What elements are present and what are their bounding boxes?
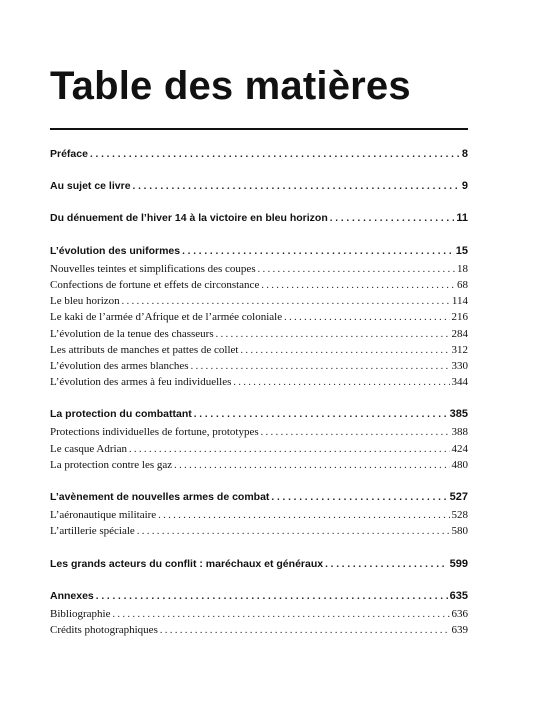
toc-entry-label: Au sujet ce livre [50, 180, 131, 193]
table-of-contents [50, 148, 468, 656]
toc-entry-label: Crédits photographiques [50, 624, 158, 637]
toc-entry-page: 388 [451, 426, 468, 439]
dot-leader [194, 409, 448, 420]
toc-entry-label: Du dénuement de l’hiver 14 à la victoire en bleu horizon [50, 212, 328, 225]
toc-entry-page: 480 [451, 458, 468, 471]
toc-entry [50, 295, 468, 311]
toc-section [50, 558, 468, 574]
toc-entry-label: L’évolution de la tenue des chasseurs [50, 327, 214, 340]
toc-entry-page: 18 [457, 262, 468, 275]
toc-entry-label: Bibliographie [50, 607, 111, 620]
toc-entry [50, 608, 468, 624]
dot-leader [191, 361, 450, 372]
toc-entry-label: Nouvelles teintes et simplifications des coupes [50, 262, 256, 275]
toc-entry [50, 509, 468, 525]
toc-entry-page: 216 [451, 311, 468, 324]
toc-entry-page: 330 [451, 359, 468, 372]
toc-entry-label: L’évolution des armes blanches [50, 359, 189, 372]
toc-entry-page: 284 [451, 327, 468, 340]
toc-entry-page: 639 [451, 624, 468, 637]
toc-entry [50, 525, 468, 541]
toc-section [50, 148, 468, 164]
dot-leader [174, 460, 449, 471]
toc-entry-page: 9 [461, 180, 468, 193]
toc-entry-page: 312 [451, 343, 468, 356]
toc-section [50, 245, 468, 393]
toc-section-heading [50, 180, 468, 196]
toc-entry [50, 263, 468, 279]
toc-section [50, 491, 468, 542]
toc-section-heading [50, 558, 468, 574]
toc-section-heading [50, 408, 468, 424]
toc-entry-page: 599 [449, 557, 468, 570]
toc-entry [50, 344, 468, 360]
toc-section [50, 590, 468, 641]
dot-leader [158, 510, 449, 521]
dot-leader [271, 492, 447, 503]
toc-entry [50, 360, 468, 376]
dot-leader [96, 591, 448, 602]
toc-entry-label: Protections individuelles de fortune, prototypes [50, 426, 259, 439]
toc-entry [50, 376, 468, 392]
dot-leader [258, 264, 455, 275]
toc-entry [50, 459, 468, 475]
toc-entry-page: 580 [451, 525, 468, 538]
title-rule [50, 128, 468, 130]
toc-entry-page: 8 [461, 148, 468, 160]
toc-entry [50, 311, 468, 327]
toc-section-heading [50, 212, 468, 228]
toc-entry-label: La protection du combattant [50, 408, 192, 421]
toc-entry-label: L’artillerie spéciale [50, 525, 135, 538]
toc-entry-page: 636 [451, 607, 468, 620]
toc-entry-label: Les attributs de manches et pattes de collet [50, 343, 239, 356]
dot-leader [233, 377, 449, 388]
toc-section [50, 212, 468, 228]
dot-leader [330, 213, 455, 224]
toc-entry-page: 114 [451, 295, 468, 308]
toc-entry-page: 528 [451, 509, 468, 522]
dot-leader [129, 444, 450, 455]
toc-entry-label: Préface [50, 148, 88, 160]
dot-leader [137, 526, 450, 537]
page-title: Table des matières [50, 64, 411, 108]
toc-section-heading [50, 148, 468, 164]
toc-entry-page: 68 [457, 278, 468, 291]
toc-section [50, 180, 468, 196]
toc-entry-label: L’évolution des armes à feu individuelles [50, 376, 232, 389]
toc-entry-page: 385 [449, 408, 468, 421]
toc-entry-label: Le kaki de l’armée d’Afrique et de l’armée coloniale [50, 311, 283, 324]
toc-entry-label: Annexes [50, 589, 94, 602]
toc-entry-page: 424 [451, 442, 468, 455]
toc-entry-label: L’aéronautique militaire [50, 509, 157, 522]
toc-entry-label: La protection contre les gaz [50, 458, 173, 471]
dot-leader [90, 149, 460, 160]
toc-entry-label: Le casque Adrian [50, 442, 127, 455]
toc-entry [50, 624, 468, 640]
dot-leader [284, 312, 449, 323]
toc-entry-page: 15 [455, 244, 468, 257]
toc-section-heading [50, 245, 468, 261]
dot-leader [261, 280, 455, 291]
toc-entry-label: Le bleu horizon [50, 295, 120, 308]
toc-entry-page: 635 [449, 589, 468, 602]
dot-leader [240, 345, 449, 356]
toc-entry-label: Confections de fortune et effets de circonstance [50, 278, 260, 291]
dot-leader [122, 296, 450, 307]
toc-section-heading [50, 491, 468, 507]
toc-entry-page: 527 [449, 491, 468, 503]
toc-entry-label: Les grands acteurs du conflit : maréchaux et généraux [50, 557, 324, 570]
dot-leader [133, 181, 460, 192]
dot-leader [113, 609, 450, 620]
dot-leader [216, 329, 450, 340]
dot-leader [261, 427, 450, 438]
toc-entry [50, 426, 468, 442]
toc-entry-page: 344 [451, 376, 468, 389]
dot-leader [182, 246, 454, 257]
toc-section [50, 408, 468, 475]
dot-leader [325, 559, 448, 570]
toc-section-heading [50, 590, 468, 606]
toc-entry-label: L’avènement de nouvelles armes de combat [50, 491, 270, 503]
toc-entry [50, 328, 468, 344]
toc-entry [50, 443, 468, 459]
toc-entry-label: L’évolution des uniformes [50, 244, 181, 257]
toc-entry-page: 11 [456, 212, 468, 225]
dot-leader [160, 625, 450, 636]
toc-entry [50, 279, 468, 295]
